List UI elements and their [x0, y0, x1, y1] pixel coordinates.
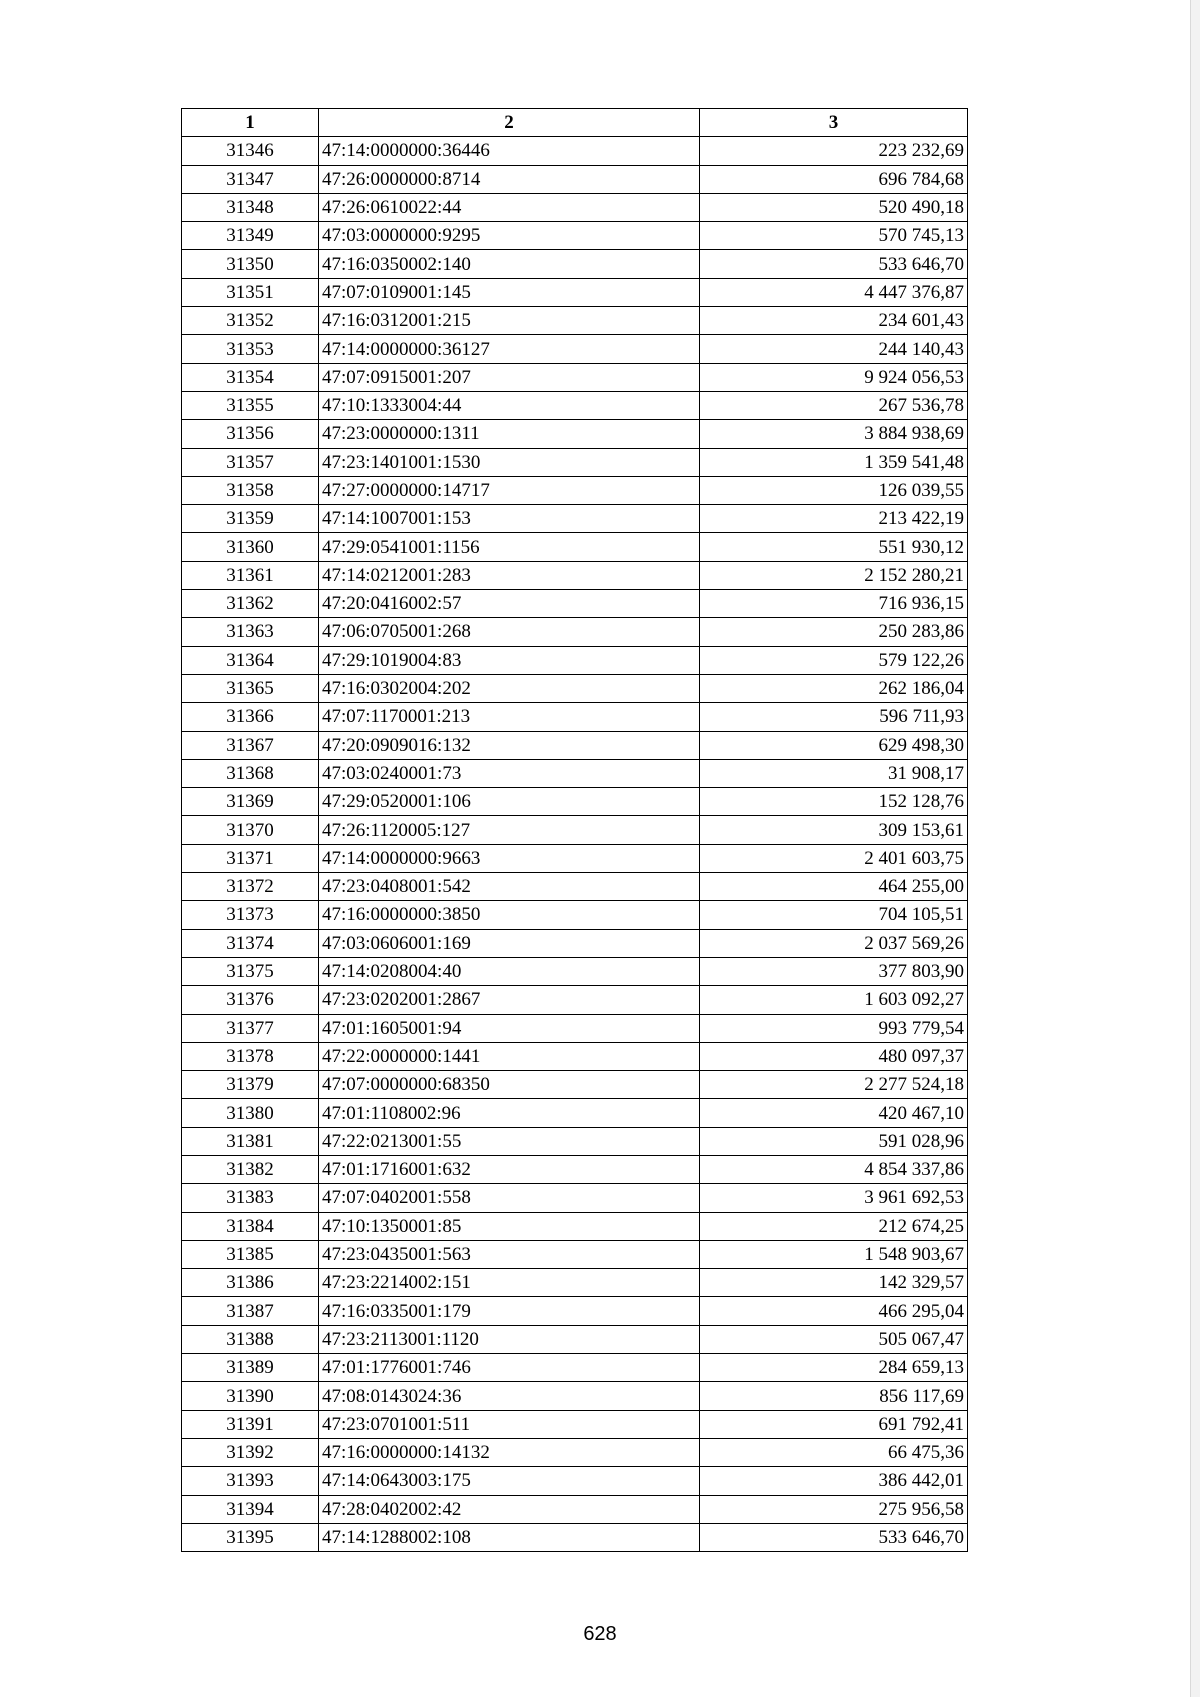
cadastral-number-cell: 47:16:0312001:215	[319, 307, 700, 335]
table-row	[182, 193, 968, 221]
header-cell-3: 3	[700, 109, 968, 137]
value-cell: 466 295,04	[700, 1297, 968, 1325]
value-cell: 1 548 903,67	[700, 1240, 968, 1268]
value-cell: 377 803,90	[700, 957, 968, 985]
row-number-cell: 31389	[182, 1354, 319, 1382]
row-number-cell: 31361	[182, 561, 319, 589]
value-cell: 267 536,78	[700, 391, 968, 419]
table-row	[182, 137, 968, 165]
row-number-cell: 31355	[182, 391, 319, 419]
value-cell: 2 152 280,21	[700, 561, 968, 589]
cadastral-number-cell: 47:01:1605001:94	[319, 1014, 700, 1042]
cadastral-number-cell: 47:03:0606001:169	[319, 929, 700, 957]
cadastral-number-cell: 47:22:0213001:55	[319, 1127, 700, 1155]
value-cell: 691 792,41	[700, 1410, 968, 1438]
row-number-cell: 31372	[182, 873, 319, 901]
row-number-cell: 31363	[182, 618, 319, 646]
cadastral-number-cell: 47:01:1716001:632	[319, 1155, 700, 1183]
value-cell: 223 232,69	[700, 137, 968, 165]
table-row	[182, 1014, 968, 1042]
cadastral-number-cell: 47:07:0402001:558	[319, 1184, 700, 1212]
table-row	[182, 1354, 968, 1382]
header-cell-2: 2	[319, 109, 700, 137]
value-cell: 3 884 938,69	[700, 420, 968, 448]
cadastral-number-cell: 47:22:0000000:1441	[319, 1042, 700, 1070]
row-number-cell: 31357	[182, 448, 319, 476]
cadastral-number-cell: 47:01:1108002:96	[319, 1099, 700, 1127]
value-cell: 262 186,04	[700, 674, 968, 702]
table-row	[182, 618, 968, 646]
value-cell: 1 359 541,48	[700, 448, 968, 476]
value-cell: 250 283,86	[700, 618, 968, 646]
row-number-cell: 31369	[182, 788, 319, 816]
row-number-cell: 31364	[182, 646, 319, 674]
row-number-cell: 31384	[182, 1212, 319, 1240]
value-cell: 212 674,25	[700, 1212, 968, 1240]
row-number-cell: 31352	[182, 307, 319, 335]
table-row	[182, 335, 968, 363]
table-row	[182, 391, 968, 419]
row-number-cell: 31368	[182, 759, 319, 787]
value-cell: 579 122,26	[700, 646, 968, 674]
row-number-cell: 31365	[182, 674, 319, 702]
table-body	[182, 137, 968, 1552]
row-number-cell: 31358	[182, 476, 319, 504]
table-row	[182, 420, 968, 448]
row-number-cell: 31387	[182, 1297, 319, 1325]
table-row	[182, 986, 968, 1014]
table-row	[182, 1410, 968, 1438]
cadastral-number-cell: 47:23:0202001:2867	[319, 986, 700, 1014]
value-cell: 570 745,13	[700, 222, 968, 250]
cadastral-number-cell: 47:03:0240001:73	[319, 759, 700, 787]
row-number-cell: 31385	[182, 1240, 319, 1268]
cadastral-number-cell: 47:07:0915001:207	[319, 363, 700, 391]
value-cell: 244 140,43	[700, 335, 968, 363]
row-number-cell: 31378	[182, 1042, 319, 1070]
row-number-cell: 31370	[182, 816, 319, 844]
value-cell: 696 784,68	[700, 165, 968, 193]
cadastral-number-cell: 47:14:0000000:9663	[319, 844, 700, 872]
value-cell: 152 128,76	[700, 788, 968, 816]
value-cell: 2 037 569,26	[700, 929, 968, 957]
row-number-cell: 31388	[182, 1325, 319, 1353]
cadastral-number-cell: 47:26:0000000:8714	[319, 165, 700, 193]
cadastral-number-cell: 47:16:0000000:3850	[319, 901, 700, 929]
row-number-cell: 31392	[182, 1438, 319, 1466]
table-row	[182, 1099, 968, 1127]
cadastral-number-cell: 47:14:0000000:36446	[319, 137, 700, 165]
row-number-cell: 31383	[182, 1184, 319, 1212]
cadastral-number-cell: 47:29:1019004:83	[319, 646, 700, 674]
row-number-cell: 31347	[182, 165, 319, 193]
table-row	[182, 1184, 968, 1212]
table-row	[182, 731, 968, 759]
cadastral-number-cell: 47:14:0000000:36127	[319, 335, 700, 363]
row-number-cell: 31380	[182, 1099, 319, 1127]
value-cell: 533 646,70	[700, 250, 968, 278]
table-row	[182, 1523, 968, 1551]
table-row	[182, 1495, 968, 1523]
table-row	[182, 1269, 968, 1297]
table-row	[182, 788, 968, 816]
table-row	[182, 1240, 968, 1268]
table-row	[182, 901, 968, 929]
value-cell: 533 646,70	[700, 1523, 968, 1551]
table-row	[182, 363, 968, 391]
value-cell: 480 097,37	[700, 1042, 968, 1070]
value-cell: 213 422,19	[700, 505, 968, 533]
table-row	[182, 759, 968, 787]
row-number-cell: 31353	[182, 335, 319, 363]
cadastral-number-cell: 47:23:0408001:542	[319, 873, 700, 901]
value-cell: 505 067,47	[700, 1325, 968, 1353]
row-number-cell: 31366	[182, 703, 319, 731]
cadastral-number-cell: 47:14:1007001:153	[319, 505, 700, 533]
row-number-cell: 31390	[182, 1382, 319, 1410]
row-number-cell: 31391	[182, 1410, 319, 1438]
cadastral-number-cell: 47:28:0402002:42	[319, 1495, 700, 1523]
cadastral-number-cell: 47:10:1350001:85	[319, 1212, 700, 1240]
value-cell: 4 854 337,86	[700, 1155, 968, 1183]
value-cell: 464 255,00	[700, 873, 968, 901]
row-number-cell: 31354	[182, 363, 319, 391]
cadastral-number-cell: 47:20:0416002:57	[319, 590, 700, 618]
row-number-cell: 31379	[182, 1071, 319, 1099]
value-cell: 551 930,12	[700, 533, 968, 561]
value-cell: 704 105,51	[700, 901, 968, 929]
row-number-cell: 31395	[182, 1523, 319, 1551]
value-cell: 856 117,69	[700, 1382, 968, 1410]
value-cell: 284 659,13	[700, 1354, 968, 1382]
value-cell: 66 475,36	[700, 1438, 968, 1466]
table-row	[182, 278, 968, 306]
table-row	[182, 505, 968, 533]
row-number-cell: 31376	[182, 986, 319, 1014]
value-cell: 31 908,17	[700, 759, 968, 787]
page-edge-strip	[1190, 0, 1200, 1697]
cadastral-number-cell: 47:29:0520001:106	[319, 788, 700, 816]
cadastral-number-cell: 47:03:0000000:9295	[319, 222, 700, 250]
value-cell: 520 490,18	[700, 193, 968, 221]
value-cell: 591 028,96	[700, 1127, 968, 1155]
cadastral-number-cell: 47:14:0208004:40	[319, 957, 700, 985]
table-row	[182, 1297, 968, 1325]
header-row	[182, 109, 968, 137]
row-number-cell: 31356	[182, 420, 319, 448]
cadastral-number-cell: 47:23:1401001:1530	[319, 448, 700, 476]
cadastral-number-cell: 47:23:0435001:563	[319, 1240, 700, 1268]
row-number-cell: 31350	[182, 250, 319, 278]
value-cell: 993 779,54	[700, 1014, 968, 1042]
cadastral-number-cell: 47:23:2214002:151	[319, 1269, 700, 1297]
row-number-cell: 31351	[182, 278, 319, 306]
row-number-cell: 31375	[182, 957, 319, 985]
table-row	[182, 307, 968, 335]
table-row	[182, 222, 968, 250]
cadastral-number-cell: 47:26:0610022:44	[319, 193, 700, 221]
header-cell-1: 1	[182, 109, 319, 137]
cadastral-number-cell: 47:14:1288002:108	[319, 1523, 700, 1551]
cadastral-number-cell: 47:14:0212001:283	[319, 561, 700, 589]
cadastral-number-cell: 47:20:0909016:132	[319, 731, 700, 759]
value-cell: 716 936,15	[700, 590, 968, 618]
table-row	[182, 250, 968, 278]
table-row	[182, 873, 968, 901]
row-number-cell: 31360	[182, 533, 319, 561]
row-number-cell: 31382	[182, 1155, 319, 1183]
row-number-cell: 31393	[182, 1467, 319, 1495]
row-number-cell: 31386	[182, 1269, 319, 1297]
row-number-cell: 31377	[182, 1014, 319, 1042]
table-row	[182, 1071, 968, 1099]
table-row	[182, 1438, 968, 1466]
table-row	[182, 703, 968, 731]
cadastral-number-cell: 47:27:0000000:14717	[319, 476, 700, 504]
table-row	[182, 1042, 968, 1070]
row-number-cell: 31373	[182, 901, 319, 929]
table-row	[182, 165, 968, 193]
page-number: 628	[583, 1623, 617, 1645]
value-cell: 126 039,55	[700, 476, 968, 504]
row-number-cell: 31362	[182, 590, 319, 618]
cadastral-number-cell: 47:07:0000000:68350	[319, 1071, 700, 1099]
value-cell: 386 442,01	[700, 1467, 968, 1495]
row-number-cell: 31367	[182, 731, 319, 759]
value-cell: 142 329,57	[700, 1269, 968, 1297]
value-cell: 4 447 376,87	[700, 278, 968, 306]
cadastral-number-cell: 47:14:0643003:175	[319, 1467, 700, 1495]
cadastral-number-cell: 47:07:1170001:213	[319, 703, 700, 731]
table-header	[182, 109, 968, 137]
value-cell: 596 711,93	[700, 703, 968, 731]
value-cell: 2 277 524,18	[700, 1071, 968, 1099]
row-number-cell: 31349	[182, 222, 319, 250]
cadastral-number-cell: 47:16:0302004:202	[319, 674, 700, 702]
table-row	[182, 590, 968, 618]
value-cell: 309 153,61	[700, 816, 968, 844]
cadastral-number-cell: 47:23:0000000:1311	[319, 420, 700, 448]
value-cell: 3 961 692,53	[700, 1184, 968, 1212]
row-number-cell: 31394	[182, 1495, 319, 1523]
table-row	[182, 646, 968, 674]
cadastral-number-cell: 47:16:0350002:140	[319, 250, 700, 278]
table-row	[182, 448, 968, 476]
row-number-cell: 31371	[182, 844, 319, 872]
table-row	[182, 533, 968, 561]
table-row	[182, 476, 968, 504]
cadastral-number-cell: 47:08:0143024:36	[319, 1382, 700, 1410]
value-cell: 234 601,43	[700, 307, 968, 335]
value-cell: 420 467,10	[700, 1099, 968, 1127]
registry-table	[181, 108, 968, 1552]
value-cell: 2 401 603,75	[700, 844, 968, 872]
row-number-cell: 31381	[182, 1127, 319, 1155]
row-number-cell: 31359	[182, 505, 319, 533]
table-row	[182, 1325, 968, 1353]
cadastral-number-cell: 47:07:0109001:145	[319, 278, 700, 306]
table-row	[182, 1382, 968, 1410]
table-row	[182, 844, 968, 872]
value-cell: 1 603 092,27	[700, 986, 968, 1014]
row-number-cell: 31374	[182, 929, 319, 957]
table-row	[182, 957, 968, 985]
cadastral-number-cell: 47:01:1776001:746	[319, 1354, 700, 1382]
cadastral-number-cell: 47:06:0705001:268	[319, 618, 700, 646]
table-row	[182, 1155, 968, 1183]
table-row	[182, 1467, 968, 1495]
row-number-cell: 31346	[182, 137, 319, 165]
table-row	[182, 1127, 968, 1155]
cadastral-number-cell: 47:29:0541001:1156	[319, 533, 700, 561]
table-row	[182, 561, 968, 589]
cadastral-number-cell: 47:16:0335001:179	[319, 1297, 700, 1325]
table-row	[182, 1212, 968, 1240]
table-row	[182, 674, 968, 702]
cadastral-number-cell: 47:23:2113001:1120	[319, 1325, 700, 1353]
table-row	[182, 929, 968, 957]
table-row	[182, 816, 968, 844]
cadastral-number-cell: 47:16:0000000:14132	[319, 1438, 700, 1466]
row-number-cell: 31348	[182, 193, 319, 221]
value-cell: 275 956,58	[700, 1495, 968, 1523]
cadastral-number-cell: 47:26:1120005:127	[319, 816, 700, 844]
cadastral-number-cell: 47:23:0701001:511	[319, 1410, 700, 1438]
cadastral-number-cell: 47:10:1333004:44	[319, 391, 700, 419]
value-cell: 9 924 056,53	[700, 363, 968, 391]
value-cell: 629 498,30	[700, 731, 968, 759]
